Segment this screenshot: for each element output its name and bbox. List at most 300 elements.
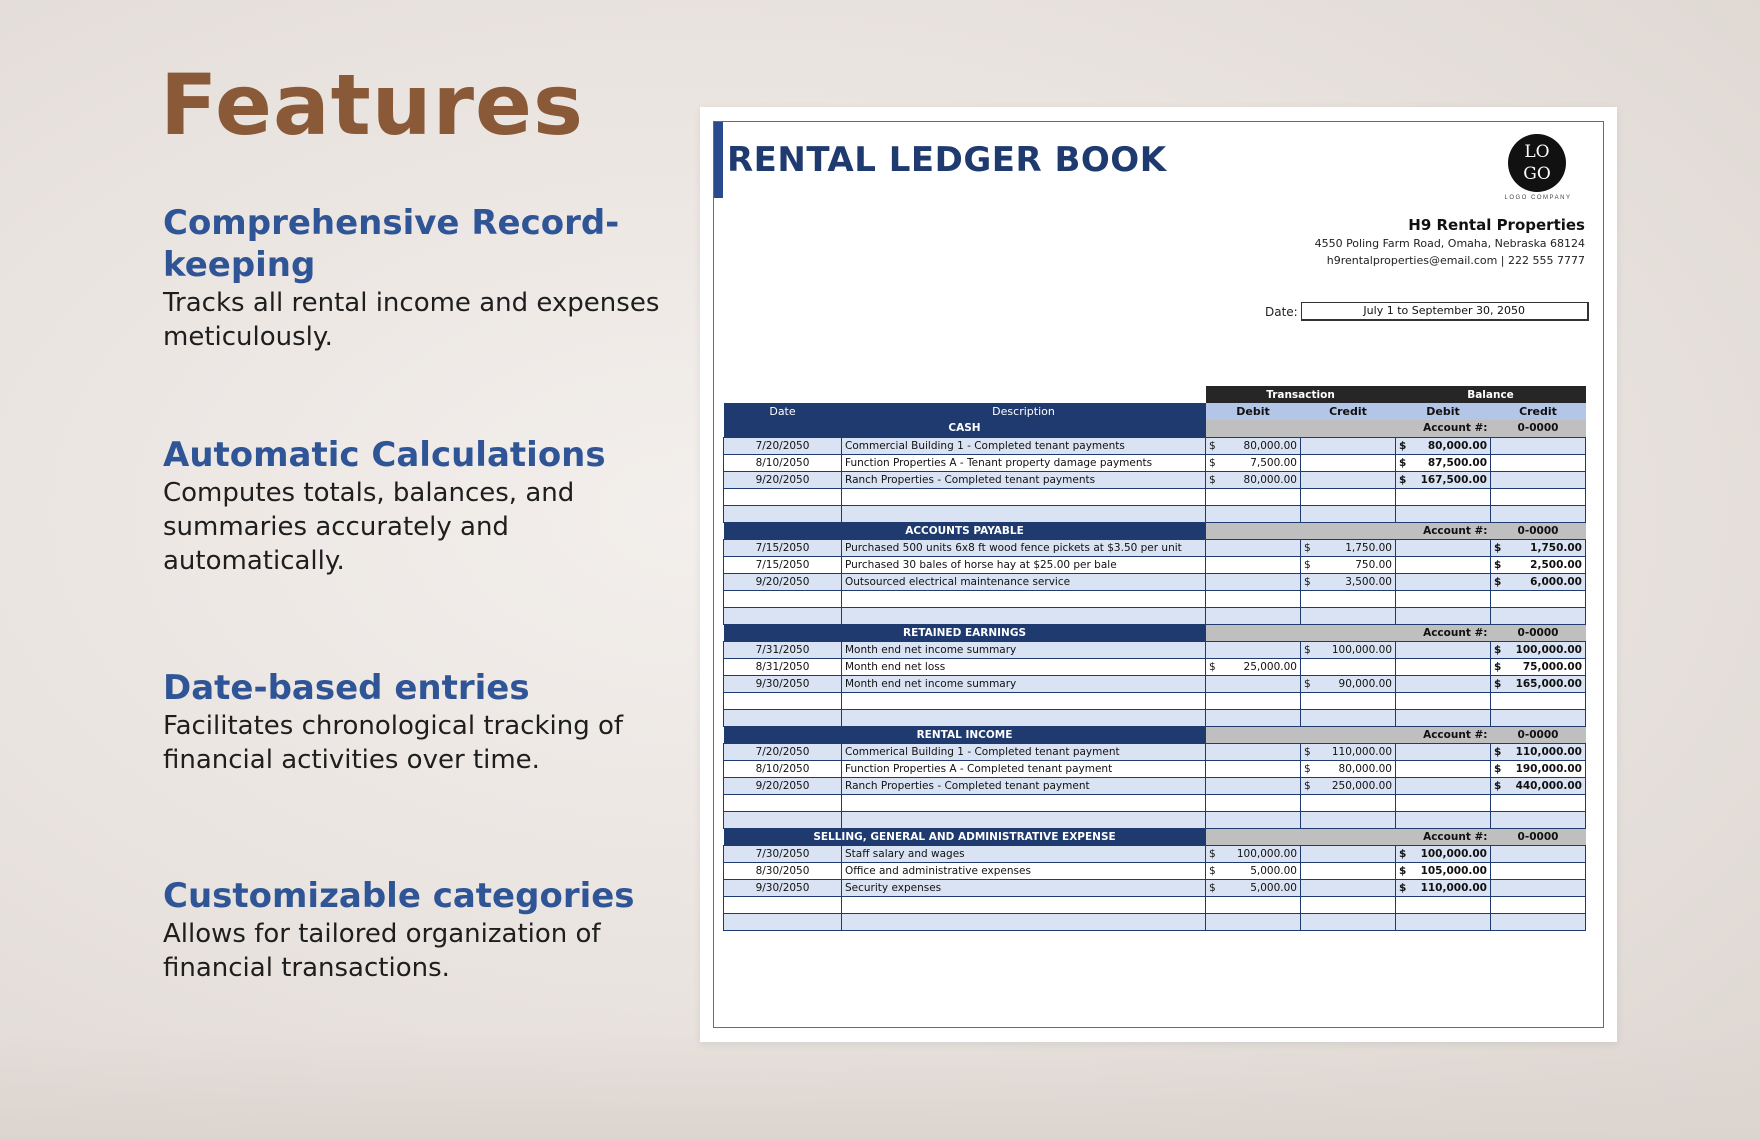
section-spacer (1206, 420, 1396, 437)
currency-symbol: $ (1399, 847, 1407, 860)
col-balance-debit: Debit (1396, 403, 1491, 420)
currency-symbol: $ (1399, 864, 1407, 877)
currency-symbol: $ (1399, 456, 1407, 469)
document-title: RENTAL LEDGER BOOK (727, 140, 1167, 180)
section-header-row (724, 522, 1586, 539)
feature-categories (163, 875, 663, 985)
row-description: Function Properties A - Tenant property damage payments (842, 454, 1206, 471)
transaction-debit-cell (1206, 556, 1301, 573)
currency-symbol: $ (1494, 541, 1502, 554)
empty-cell (1491, 607, 1586, 624)
empty-cell (1301, 488, 1396, 505)
table-row[interactable] (724, 760, 1586, 777)
amount-value: 167,500.00 (1420, 473, 1487, 486)
transaction-debit-cell (1206, 454, 1301, 471)
amount-value: 6,000.00 (1530, 575, 1582, 588)
col-transaction-debit: Debit (1206, 403, 1301, 420)
empty-cell (842, 794, 1206, 811)
transaction-credit (1304, 746, 1392, 758)
empty-cell (1491, 505, 1586, 522)
row-date: 8/10/2050 (724, 760, 842, 777)
row-description: Outsourced electrical maintenance service (842, 573, 1206, 590)
row-date: 9/30/2050 (724, 879, 842, 896)
transaction-debit-cell (1206, 641, 1301, 658)
currency-symbol: $ (1209, 439, 1216, 452)
transaction-credit-cell (1301, 675, 1396, 692)
currency-symbol: $ (1494, 660, 1502, 673)
table-row[interactable] (724, 879, 1586, 896)
amount-value: 1,750.00 (1530, 541, 1582, 554)
empty-cell (1301, 811, 1396, 828)
balance-credit-cell (1491, 879, 1586, 896)
logo-text-top: LO (1524, 142, 1550, 162)
group-balance: Balance (1396, 386, 1586, 403)
amount-value: 2,500.00 (1530, 558, 1582, 571)
balance-debit (1399, 474, 1487, 486)
transaction-credit (1304, 576, 1392, 588)
transaction-credit-cell (1301, 454, 1396, 471)
balance-debit-cell (1396, 437, 1491, 454)
row-description: Security expenses (842, 879, 1206, 896)
amount-value: 1,750.00 (1345, 541, 1392, 554)
company-info (1315, 215, 1585, 269)
empty-cell (842, 913, 1206, 930)
currency-symbol: $ (1304, 745, 1311, 758)
feature-desc: Computes totals, balances, and summaries accurately and automatically. (163, 478, 575, 576)
section-name: RETAINED EARNINGS (724, 624, 1206, 641)
transaction-credit (1304, 644, 1392, 656)
feature-date-entries (163, 667, 663, 777)
transaction-debit (1209, 865, 1297, 877)
empty-cell (1206, 794, 1301, 811)
amount-value: 80,000.00 (1427, 439, 1487, 452)
amount-value: 90,000.00 (1338, 677, 1392, 690)
currency-symbol: $ (1209, 660, 1216, 673)
account-label: Account #: (1396, 726, 1491, 743)
row-description: Staff salary and wages (842, 845, 1206, 862)
date-label: Date: (1265, 304, 1298, 319)
balance-credit (1494, 763, 1582, 775)
balance-debit (1399, 865, 1487, 877)
transaction-credit (1304, 542, 1392, 554)
balance-credit-cell (1491, 658, 1586, 675)
transaction-debit-cell (1206, 658, 1301, 675)
balance-credit (1494, 780, 1582, 792)
section-name: RENTAL INCOME (724, 726, 1206, 743)
row-description: Ranch Properties - Completed tenant payments (842, 471, 1206, 488)
balance-credit-cell (1491, 777, 1586, 794)
empty-cell (724, 896, 842, 913)
empty-cell (1396, 505, 1491, 522)
currency-symbol: $ (1304, 541, 1311, 554)
empty-cell (842, 488, 1206, 505)
amount-value: 110,000.00 (1515, 745, 1582, 758)
amount-value: 100,000.00 (1236, 847, 1297, 860)
balance-debit-cell (1396, 556, 1491, 573)
empty-cell (1491, 794, 1586, 811)
row-description: Month end net loss (842, 658, 1206, 675)
balance-credit (1494, 661, 1582, 673)
transaction-credit-cell (1301, 539, 1396, 556)
transaction-debit (1209, 457, 1297, 469)
balance-credit-cell (1491, 743, 1586, 760)
currency-symbol: $ (1304, 643, 1311, 656)
empty-cell (1301, 709, 1396, 726)
empty-cell (1301, 505, 1396, 522)
empty-cell (1206, 811, 1301, 828)
empty-cell (842, 505, 1206, 522)
table-row[interactable] (724, 845, 1586, 862)
currency-symbol: $ (1209, 881, 1216, 894)
balance-credit-cell (1491, 641, 1586, 658)
currency-symbol: $ (1399, 439, 1407, 452)
transaction-debit-cell (1206, 471, 1301, 488)
row-description: Office and administrative expenses (842, 862, 1206, 879)
currency-symbol: $ (1494, 779, 1502, 792)
transaction-debit-cell (1206, 862, 1301, 879)
balance-debit (1399, 882, 1487, 894)
balance-debit (1399, 457, 1487, 469)
amount-value: 5,000.00 (1250, 881, 1297, 894)
logo-caption: LOGO COMPANY (1504, 195, 1572, 201)
table-row[interactable] (724, 488, 1586, 505)
table-row[interactable] (724, 573, 1586, 590)
row-date: 9/20/2050 (724, 777, 842, 794)
currency-symbol: $ (1494, 558, 1502, 571)
table-row[interactable] (724, 913, 1586, 930)
amount-value: 440,000.00 (1515, 779, 1582, 792)
currency-symbol: $ (1209, 456, 1216, 469)
empty-cell (1396, 913, 1491, 930)
currency-symbol: $ (1304, 558, 1311, 571)
group-header-row (724, 386, 1586, 403)
balance-credit-cell (1491, 556, 1586, 573)
empty-cell (1491, 692, 1586, 709)
table-row[interactable] (724, 794, 1586, 811)
balance-credit (1494, 678, 1582, 690)
empty-cell (724, 607, 842, 624)
table-row[interactable] (724, 811, 1586, 828)
section-header-row (724, 420, 1586, 437)
feature-recordkeeping (163, 202, 663, 354)
row-date: 9/20/2050 (724, 471, 842, 488)
empty-cell (1491, 896, 1586, 913)
amount-value: 5,000.00 (1250, 864, 1297, 877)
account-number: 0-0000 (1491, 828, 1586, 845)
currency-symbol: $ (1494, 575, 1502, 588)
empty-cell (842, 590, 1206, 607)
features-heading: Features (160, 56, 584, 154)
balance-credit-cell (1491, 675, 1586, 692)
row-date: 7/15/2050 (724, 539, 842, 556)
empty-cell (1206, 692, 1301, 709)
section-header-row (724, 624, 1586, 641)
section-name: ACCOUNTS PAYABLE (724, 522, 1206, 539)
balance-debit-cell (1396, 845, 1491, 862)
transaction-credit-cell (1301, 471, 1396, 488)
balance-debit-cell (1396, 454, 1491, 471)
table-row[interactable] (724, 590, 1586, 607)
transaction-credit-cell (1301, 641, 1396, 658)
row-description: Month end net income summary (842, 675, 1206, 692)
amount-value: 87,500.00 (1427, 456, 1487, 469)
amount-value: 7,500.00 (1250, 456, 1297, 469)
amount-value: 80,000.00 (1243, 473, 1297, 486)
empty-cell (724, 488, 842, 505)
company-name: H9 Rental Properties (1408, 216, 1585, 234)
empty-cell (1491, 811, 1586, 828)
table-row[interactable] (724, 437, 1586, 454)
amount-value: 165,000.00 (1515, 677, 1582, 690)
amount-value: 110,000.00 (1331, 745, 1392, 758)
row-date: 8/30/2050 (724, 862, 842, 879)
transaction-credit-cell (1301, 743, 1396, 760)
empty-cell (1206, 488, 1301, 505)
row-date: 7/20/2050 (724, 437, 842, 454)
amount-value: 105,000.00 (1420, 864, 1487, 877)
empty-cell (842, 692, 1206, 709)
feature-desc: Facilitates chronological tracking of financial activities over time. (163, 711, 624, 775)
balance-debit-cell (1396, 471, 1491, 488)
account-number: 0-0000 (1491, 420, 1586, 437)
empty-cell (1396, 607, 1491, 624)
currency-symbol: $ (1304, 677, 1311, 690)
balance-debit-cell (1396, 862, 1491, 879)
balance-credit-cell (1491, 845, 1586, 862)
row-description: Ranch Properties - Completed tenant payment (842, 777, 1206, 794)
column-header-row (724, 403, 1586, 420)
empty-cell (724, 811, 842, 828)
empty-cell (724, 505, 842, 522)
feature-calculations (163, 434, 663, 578)
balance-credit (1494, 542, 1582, 554)
section-spacer (1206, 624, 1396, 641)
company-address: 4550 Poling Farm Road, Omaha, Nebraska 68124 (1314, 237, 1585, 250)
row-date: 7/30/2050 (724, 845, 842, 862)
transaction-debit-cell (1206, 437, 1301, 454)
col-transaction-credit: Credit (1301, 403, 1396, 420)
balance-debit-cell (1396, 658, 1491, 675)
table-row[interactable] (724, 641, 1586, 658)
col-date: Date (724, 403, 842, 420)
empty-cell (1396, 590, 1491, 607)
transaction-credit (1304, 780, 1392, 792)
empty-cell (1396, 488, 1491, 505)
ledger-table (723, 386, 1586, 931)
empty-cell (1206, 913, 1301, 930)
feature-desc: Tracks all rental income and expenses meticulously. (163, 288, 660, 352)
transaction-credit (1304, 559, 1392, 571)
transaction-credit-cell (1301, 777, 1396, 794)
section-name: CASH (724, 420, 1206, 437)
feature-title: Date-based entries (163, 668, 530, 708)
table-row[interactable] (724, 539, 1586, 556)
empty-cell (1396, 692, 1491, 709)
balance-debit-cell (1396, 760, 1491, 777)
row-description: Month end net income summary (842, 641, 1206, 658)
amount-value: 190,000.00 (1515, 762, 1582, 775)
table-row[interactable] (724, 862, 1586, 879)
amount-value: 75,000.00 (1522, 660, 1582, 673)
transaction-debit (1209, 882, 1297, 894)
transaction-debit-cell (1206, 879, 1301, 896)
currency-symbol: $ (1494, 643, 1502, 656)
table-row[interactable] (724, 658, 1586, 675)
table-row[interactable] (724, 471, 1586, 488)
transaction-credit (1304, 763, 1392, 775)
empty-cell (842, 709, 1206, 726)
balance-credit-cell (1491, 437, 1586, 454)
balance-debit (1399, 440, 1487, 452)
empty-cell (724, 794, 842, 811)
balance-credit-cell (1491, 471, 1586, 488)
row-date: 9/30/2050 (724, 675, 842, 692)
group-transaction: Transaction (1206, 386, 1396, 403)
transaction-debit (1209, 848, 1297, 860)
ledger-document (700, 107, 1617, 1042)
currency-symbol: $ (1494, 745, 1502, 758)
feature-desc: Allows for tailored organization of financial transactions. (163, 919, 601, 983)
balance-credit-cell (1491, 454, 1586, 471)
amount-value: 80,000.00 (1243, 439, 1297, 452)
currency-symbol: $ (1494, 762, 1502, 775)
company-contact: h9rentalproperties@email.com | 222 555 7777 (1326, 254, 1585, 267)
account-number: 0-0000 (1491, 726, 1586, 743)
balance-credit-cell (1491, 573, 1586, 590)
table-row[interactable] (724, 777, 1586, 794)
empty-cell (1206, 607, 1301, 624)
empty-cell (1301, 607, 1396, 624)
table-row[interactable] (724, 556, 1586, 573)
feature-title: Customizable categories (163, 876, 635, 916)
row-date: 7/20/2050 (724, 743, 842, 760)
account-label: Account #: (1396, 522, 1491, 539)
empty-cell (842, 607, 1206, 624)
transaction-credit-cell (1301, 845, 1396, 862)
table-row[interactable] (724, 675, 1586, 692)
transaction-debit (1209, 440, 1297, 452)
section-spacer (1206, 828, 1396, 845)
row-date: 9/20/2050 (724, 573, 842, 590)
empty-cell (842, 811, 1206, 828)
row-date: 7/15/2050 (724, 556, 842, 573)
currency-symbol: $ (1209, 864, 1216, 877)
table-row[interactable] (724, 454, 1586, 471)
table-row[interactable] (724, 692, 1586, 709)
transaction-debit (1209, 474, 1297, 486)
transaction-debit-cell (1206, 760, 1301, 777)
empty-cell (1396, 896, 1491, 913)
row-date: 8/10/2050 (724, 454, 842, 471)
row-date: 8/31/2050 (724, 658, 842, 675)
transaction-credit-cell (1301, 879, 1396, 896)
feature-title: Automatic Calculations (163, 435, 606, 475)
transaction-credit-cell (1301, 658, 1396, 675)
table-row[interactable] (724, 505, 1586, 522)
empty-cell (1491, 709, 1586, 726)
empty-cell (724, 590, 842, 607)
account-number: 0-0000 (1491, 624, 1586, 641)
transaction-debit-cell (1206, 845, 1301, 862)
balance-credit (1494, 576, 1582, 588)
currency-symbol: $ (1304, 779, 1311, 792)
balance-debit-cell (1396, 641, 1491, 658)
balance-credit (1494, 644, 1582, 656)
currency-symbol: $ (1304, 575, 1311, 588)
amount-value: 25,000.00 (1243, 660, 1297, 673)
balance-credit-cell (1491, 862, 1586, 879)
transaction-debit-cell (1206, 777, 1301, 794)
balance-debit-cell (1396, 539, 1491, 556)
account-label: Account #: (1396, 828, 1491, 845)
transaction-debit-cell (1206, 539, 1301, 556)
transaction-credit-cell (1301, 556, 1396, 573)
row-description: Purchased 500 units 6x8 ft wood fence pickets at $3.50 per unit (842, 539, 1206, 556)
empty-cell (1396, 811, 1491, 828)
feature-title: Comprehensive Record-keeping (163, 203, 620, 285)
empty-cell (1206, 896, 1301, 913)
transaction-debit-cell (1206, 743, 1301, 760)
currency-symbol: $ (1209, 473, 1216, 486)
amount-value: 750.00 (1355, 558, 1392, 571)
balance-debit (1399, 848, 1487, 860)
balance-debit-cell (1396, 573, 1491, 590)
empty-cell (1491, 913, 1586, 930)
balance-debit-cell (1396, 743, 1491, 760)
currency-symbol: $ (1494, 677, 1502, 690)
empty-cell (1206, 709, 1301, 726)
amount-value: 100,000.00 (1331, 643, 1392, 656)
table-row[interactable] (724, 743, 1586, 760)
section-header-row (724, 726, 1586, 743)
logo-text-bottom: GO (1523, 164, 1551, 184)
amount-value: 110,000.00 (1420, 881, 1487, 894)
account-label: Account #: (1396, 420, 1491, 437)
empty-cell (1301, 692, 1396, 709)
date-field[interactable]: July 1 to September 30, 2050 (1301, 302, 1589, 321)
title-accent-bar (714, 122, 723, 198)
empty-cell (1491, 590, 1586, 607)
empty-cell (724, 709, 842, 726)
company-logo (1508, 134, 1566, 192)
currency-symbol: $ (1209, 847, 1216, 860)
empty-cell (1396, 709, 1491, 726)
section-name: SELLING, GENERAL AND ADMINISTRATIVE EXPENSE (724, 828, 1206, 845)
empty-cell (1301, 590, 1396, 607)
transaction-credit-cell (1301, 760, 1396, 777)
table-row[interactable] (724, 607, 1586, 624)
transaction-debit-cell (1206, 573, 1301, 590)
amount-value: 100,000.00 (1515, 643, 1582, 656)
transaction-credit-cell (1301, 437, 1396, 454)
amount-value: 3,500.00 (1345, 575, 1392, 588)
col-description: Description (842, 403, 1206, 420)
section-spacer (1206, 522, 1396, 539)
balance-credit-cell (1491, 760, 1586, 777)
balance-credit-cell (1491, 539, 1586, 556)
row-description: Commercial Building 1 - Completed tenant payments (842, 437, 1206, 454)
col-balance-credit: Credit (1491, 403, 1586, 420)
table-row[interactable] (724, 709, 1586, 726)
currency-symbol: $ (1399, 473, 1407, 486)
empty-cell (724, 913, 842, 930)
account-label: Account #: (1396, 624, 1491, 641)
empty-cell (1491, 488, 1586, 505)
amount-value: 250,000.00 (1331, 779, 1392, 792)
table-row[interactable] (724, 896, 1586, 913)
account-number: 0-0000 (1491, 522, 1586, 539)
balance-debit-cell (1396, 675, 1491, 692)
